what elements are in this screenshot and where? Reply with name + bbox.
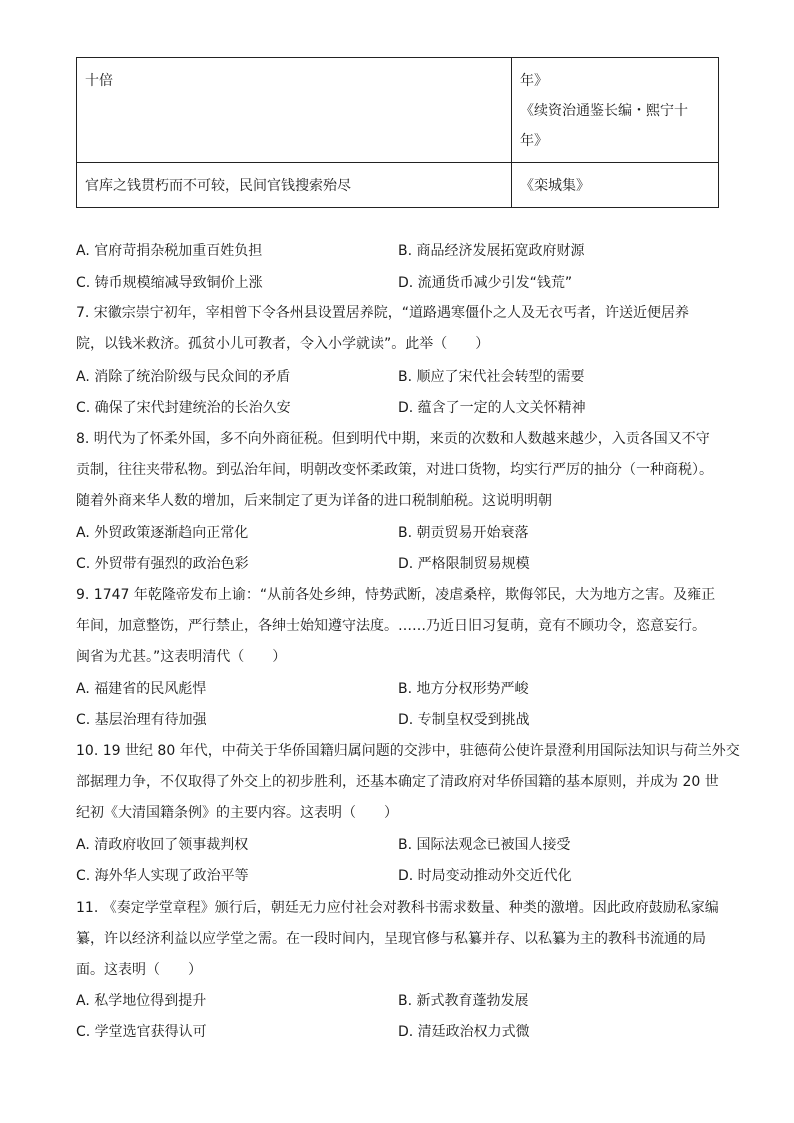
table-cell-content	[77, 58, 512, 163]
option-a[interactable]: A. 官府苛捐杂税加重百姓负担	[76, 243, 263, 259]
option-b[interactable]: B. 国际法观念已被国人接受	[398, 837, 571, 853]
table-cell-source	[512, 163, 719, 208]
stem-line: 院，以钱米救济。孤贫小儿可教者，令入小学就读”。此举（ ）	[76, 336, 490, 352]
question-11-stem	[76, 893, 718, 986]
stem-line: 7. 宋徽宗崇宁初年，宰相曾下令各州县设置居养院，“道路遇寒僵仆之人及无衣丐者，许送近便居养	[76, 305, 690, 321]
stem-line: 年间，加意整饬，严行禁止，各绅士始知遵守法度。……乃近日旧习复萌，竟有不顾功令，恣意妄行。	[76, 618, 706, 634]
table-cell-content	[77, 163, 512, 208]
stem-line: 面。这表明（ ）	[76, 962, 202, 978]
stem-line: 11. 《奏定学堂章程》颁行后，朝廷无力应付社会对教科书需求数量、种类的激增。因此政府鼓励私家编	[76, 900, 719, 916]
option-c[interactable]: C. 海外华人实现了政治平等	[76, 868, 249, 884]
table-row	[77, 58, 719, 163]
option-d[interactable]: D. 时局变动推动外交近代化	[398, 868, 572, 884]
stem-line: 纂，许以经济利益以应学堂之需。在一段时间内，呈现官修与私纂并存、以私纂为主的教科书流通的局	[76, 931, 706, 947]
option-d[interactable]: D. 清廷政治权力式微	[398, 1024, 530, 1040]
option-b[interactable]: B. 朝贡贸易开始衰落	[398, 525, 529, 541]
cell-text: 《续资治通鉴长编・熙宁十	[520, 103, 688, 119]
cell-text: 《栾城集》	[520, 178, 590, 194]
option-a[interactable]: A. 外贸政策逐渐趋向正常化	[76, 525, 249, 541]
table-row	[77, 163, 719, 208]
option-c[interactable]: C. 外贸带有强烈的政治色彩	[76, 556, 249, 572]
cell-text: 十倍	[85, 73, 113, 89]
question-7-stem	[76, 298, 718, 360]
option-b[interactable]: B. 地方分权形势严峻	[398, 681, 529, 697]
stem-line: 9. 1747 年乾隆帝发布上谕：“从前各处乡绅，恃势武断，凌虐桑梓，欺侮邻民，大为地方之害。及雍正	[76, 587, 716, 603]
option-a[interactable]: A. 消除了统治阶级与民众间的矛盾	[76, 369, 291, 385]
option-a[interactable]: A. 私学地位得到提升	[76, 993, 207, 1009]
stem-line: 部据理力争，不仅取得了外交上的初步胜利，还基本确定了清政府对华侨国籍的基本原则，并成为 20 世	[76, 774, 719, 790]
option-b[interactable]: B. 顺应了宋代社会转型的需要	[398, 369, 585, 385]
option-c[interactable]: C. 基层治理有待加强	[76, 712, 207, 728]
question-8-stem	[76, 424, 718, 517]
question-9-stem	[76, 580, 718, 673]
table-cell-source	[512, 58, 719, 163]
stem-line: 随着外商来华人数的增加，后来制定了更为详备的进口税制舶税。这说明明朝	[76, 493, 552, 509]
option-d[interactable]: D. 蕴含了一定的人文关怀精神	[398, 400, 586, 416]
stem-line: 纪初《大清国籍条例》的主要内容。这表明（ ）	[76, 805, 398, 821]
source-table	[76, 57, 719, 208]
option-a[interactable]: A. 清政府收回了领事裁判权	[76, 837, 249, 853]
stem-line: 闽省为尤甚。”这表明清代（ ）	[76, 649, 287, 665]
cell-text: 年》	[520, 73, 548, 89]
option-c[interactable]: C. 学堂选官获得认可	[76, 1024, 207, 1040]
cell-text: 官库之钱贯朽而不可较，民间官钱搜索殆尽	[85, 178, 351, 194]
cell-text: 年》	[520, 133, 548, 149]
option-c[interactable]: C. 确保了宋代封建统治的长治久安	[76, 400, 291, 416]
option-a[interactable]: A. 福建省的民风彪悍	[76, 681, 207, 697]
option-b[interactable]: B. 商品经济发展拓宽政府财源	[398, 243, 585, 259]
stem-line: 8. 明代为了怀柔外国，多不向外商征税。但到明代中期，来贡的次数和人数越来越少，入贡各国又不守	[76, 431, 710, 447]
option-d[interactable]: D. 严格限制贸易规模	[398, 556, 530, 572]
stem-line: 贡制，往往夹带私物。到弘治年间，明朝改变怀柔政策，对进口货物，均实行严厉的抽分（一种商税）。	[76, 462, 713, 478]
question-10-stem	[76, 736, 740, 829]
option-b[interactable]: B. 新式教育蓬勃发展	[398, 993, 529, 1009]
stem-line: 10. 19 世纪 80 年代，中荷关于华侨国籍归属问题的交涉中，驻德荷公使许景澄利用国际法知识与荷兰外交	[76, 743, 740, 759]
option-d[interactable]: D. 流通货币减少引发“钱荒”	[398, 275, 573, 291]
option-d[interactable]: D. 专制皇权受到挑战	[398, 712, 530, 728]
option-c[interactable]: C. 铸币规模缩减导致铜价上涨	[76, 275, 263, 291]
